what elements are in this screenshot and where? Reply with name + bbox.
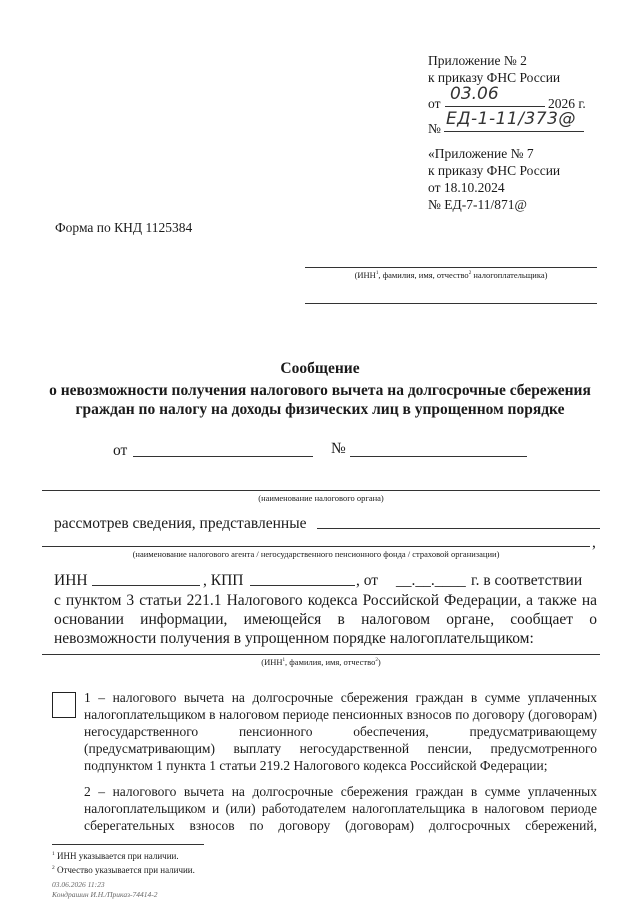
agent-caption: (наименование налогового агента / негосударственного пенсионного фонда / страховой организации) [132,549,500,559]
inn-field[interactable] [92,585,200,586]
kpp-label: , КПП [203,572,244,589]
footnote-2: $^2$ Отчество указывается при наличии. [52,865,195,875]
appendix-year: 2026 г. [548,96,586,111]
appendix7-line-3: от 18.10.2024 [428,180,505,195]
item1-line-3: негосударственного пенсионного обеспечения, предусматривающему [84,724,597,739]
body-line-2: основании информации, имеющейся в налоговом органе, сообщает о [54,611,597,628]
appendix7-line-1: «Приложение № 7 [428,146,534,161]
appendix7-line-4: № ЕД-7-11/871@ [428,197,527,212]
agent-comma: , [592,534,596,551]
agent-field-2[interactable] [42,546,590,547]
taxpayer-name-field[interactable] [42,654,600,655]
appendix-date-prefix: от [428,96,441,111]
kpp-field[interactable] [250,585,355,586]
item1-line-2: налогоплательщиком в налоговом периоде пенсионных взносов по договору (договорам) [84,707,597,722]
appendix-line-2: к приказу ФНС России [428,70,561,85]
item1-line-4: (предусматривающим) выплату негосударственной пенсии, предусмотренного [84,741,597,756]
number-label: № [331,440,346,457]
taxpayer-caption: (ИНН$^1$, фамилия, имя, отчество$^2$ налогоплательщика) [354,270,548,280]
taxpayer-line-2 [305,303,597,304]
taxpayer-line [305,267,597,268]
footnote-divider [52,844,204,845]
date-blank[interactable]: __.__.____ [396,572,466,589]
appendix-date-line [445,106,545,107]
title-line-2: о невозможности получения налогового вычета на долгосрочные сбережения [49,382,591,399]
title-line-3: граждан по налогу на доходы физических лиц в упрощенном порядке [75,401,565,418]
item1-line-5: подпунктом 1 пункта 1 статьи 219.2 Налогового кодекса Российской Федерации; [84,758,548,773]
stamp-line-1: 03.06.2026 11:23 [52,880,105,889]
from-date-field[interactable] [133,456,313,457]
tax-authority-field[interactable] [42,490,600,491]
from-label: от [113,442,128,459]
body-line-1: с пунктом 3 статьи 221.1 Налогового кодекса Российской Федерации, а также на [54,592,597,609]
stamp-line-2: Кондрашин И.Н./Приказ-74414-2 [52,890,158,899]
title-line-1: Сообщение [280,360,360,377]
inn-line-tail: г. в соответствии [471,572,583,589]
reviewed-label: рассмотрев сведения, представленные [54,515,307,532]
number-field[interactable] [350,456,527,457]
agent-field-1[interactable] [317,528,600,529]
footnote-1: $^1$ ИНН указывается при наличии. [52,851,179,861]
item2-line-1: 2 – налогового вычета на долгосрочные сбережения граждан в сумме уплаченных [84,784,597,799]
appendix-number-line [444,131,584,132]
item2-line-3: сберегательных взносов по договору (договорам) долгосрочных сбережений, [84,818,597,833]
body-line-3: невозможности получения в упрощенном порядке налогоплательщиком: [54,630,534,647]
inn-label: ИНН [54,572,88,589]
from-date-label: , от [356,572,379,589]
item2-line-2: налогоплательщиком и (или) работодателем налогоплательщика в налоговом периоде [84,801,597,816]
item1-checkbox[interactable] [52,692,76,718]
form-code: Форма по КНД 1125384 [55,220,193,235]
tax-authority-caption: (наименование налогового органа) [258,493,384,503]
appendix-number-prefix: № [428,121,441,136]
appendix-line-1: Приложение № 2 [428,53,527,68]
appendix-number-handwritten: ЕД-1-11/373@ [446,109,576,129]
appendix-date-handwritten: 03.06 [450,84,499,104]
appendix7-line-2: к приказу ФНС России [428,163,561,178]
item1-line-1: 1 – налогового вычета на долгосрочные сбережения граждан в сумме уплаченных [84,690,597,705]
taxpayer-name-caption: (ИНН$^1$, фамилия, имя, отчество$^2$) [261,657,381,667]
